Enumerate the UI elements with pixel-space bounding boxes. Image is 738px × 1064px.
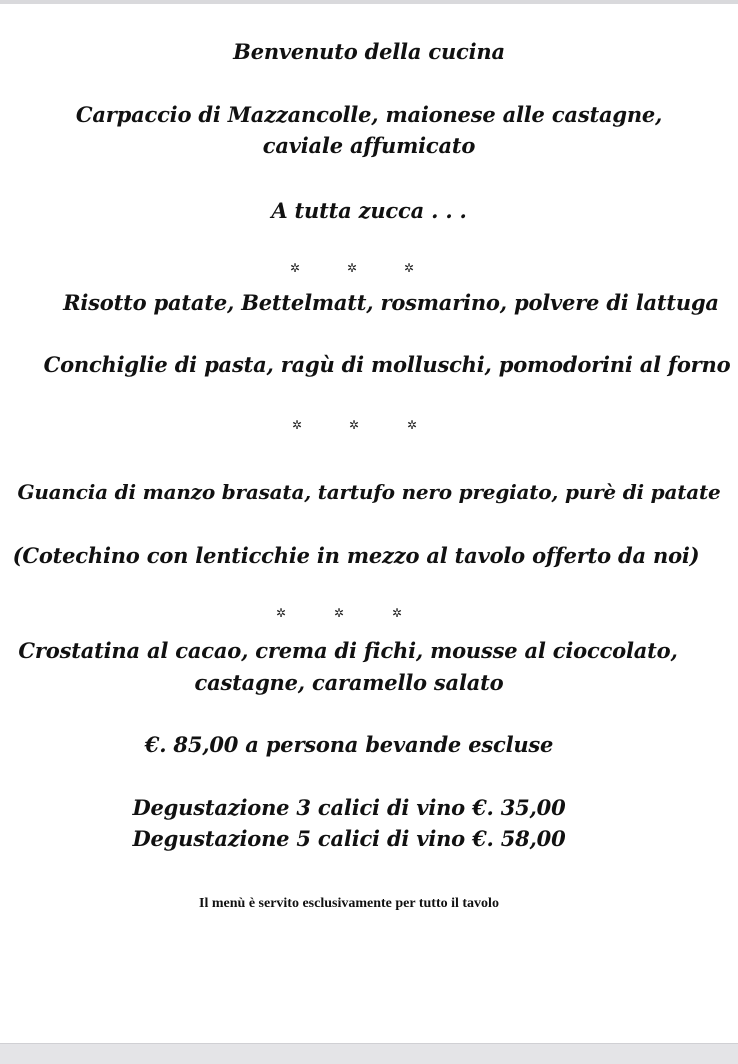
separator-1: [0, 262, 738, 274]
course-cotechino-note: (Cotechino con lenticchie in mezzo al tavolo offerto da noi): [12, 543, 700, 568]
separator-2: [0, 419, 738, 431]
separator-star-icon: ✲: [349, 418, 360, 432]
course-risotto: Risotto patate, Bettelmatt, rosmarino, polvere di lattuga: [63, 290, 719, 315]
wine-pairing-3: Degustazione 3 calici di vino €. 35,00: [132, 795, 566, 820]
dessert-crostatina-line1: Crostatina al cacao, crema di fichi, mousse al cioccolato,: [18, 638, 678, 663]
course-carpaccio-line1: Carpaccio di Mazzancolle, maionese alle castagne,: [75, 102, 663, 127]
course-conchiglie: Conchiglie di pasta, ragù di molluschi, pomodorini al forno: [43, 352, 731, 377]
separator-star-icon: ✲: [334, 606, 345, 620]
separator-3: [0, 607, 738, 619]
separator-star-icon: ✲: [290, 261, 301, 275]
course-carpaccio-line2: caviale affumicato: [262, 133, 476, 158]
separator-star-icon: ✲: [292, 418, 303, 432]
course-guancia: Guancia di manzo brasata, tartufo nero pregiato, purè di patate: [17, 480, 721, 504]
separator-star-icon: ✲: [404, 261, 415, 275]
menu-footer-note: Il menù è servito esclusivamente per tutto il tavolo: [199, 896, 499, 911]
menu-welcome: Benvenuto della cucina: [233, 39, 505, 64]
dessert-crostatina-line2: castagne, caramello salato: [194, 670, 504, 695]
top-edge-bar: [0, 0, 738, 4]
separator-star-icon: ✲: [392, 606, 403, 620]
course-zucca: A tutta zucca . . .: [271, 198, 467, 223]
separator-star-icon: ✲: [407, 418, 418, 432]
menu-price: €. 85,00 a persona bevande escluse: [144, 732, 554, 757]
separator-star-icon: ✲: [276, 606, 287, 620]
separator-star-icon: ✲: [347, 261, 358, 275]
bottom-edge-bar: [0, 1043, 738, 1064]
wine-pairing-5: Degustazione 5 calici di vino €. 58,00: [132, 826, 566, 851]
